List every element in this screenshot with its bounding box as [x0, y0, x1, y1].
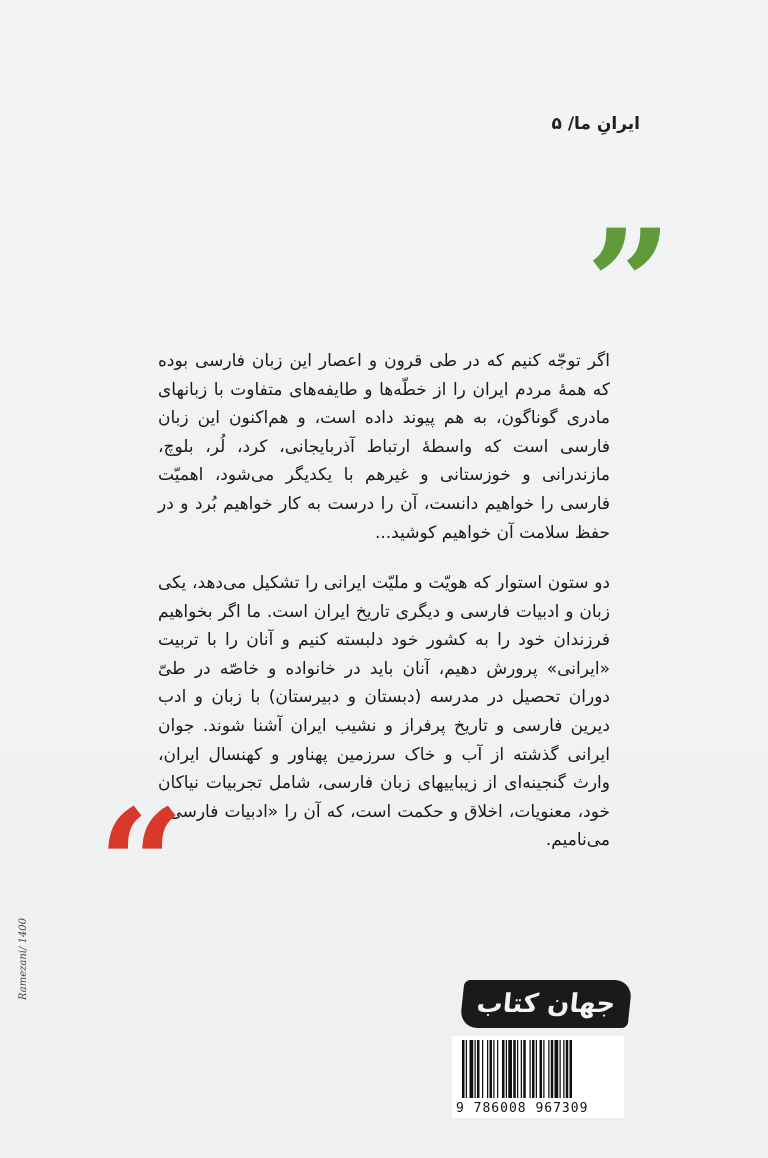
publisher-logo [459, 980, 632, 1028]
side-signature: Ramezani/ 1400 [18, 918, 29, 1000]
paragraph-2: دو ستون استوار که هویّت و ملیّت ایرانی را تشکیل می‌دهد، یکی زبان و ادبیات فارسی و دیگری تاریخ ایران است. ما اگر بخواهیم فرزندان خود را به کشور خود دلبسته کنیم و آنان را با تربیت «ایرانی» پرورش دهیم، آنان باید در خانواده و خاصّه در طیّ دوران تحصیل در مدرسه (دبستان و دبیرستان) با زبان و ادب دیرین فارسی و تاریخ پرفراز و نشیب ایران آشنا شوند. جوان ایرانی گذشته از آب و خاک سرزمین پهناور و کهنسال ایران، وارث گنجینه‌ای از زیباییهای زبان فارسی، شامل تجربیات نیاکان خود، معنویات، اخلاق و حکمت است، که آن را «ادبیات فارسی» می‌نامیم. [158, 573, 610, 851]
paragraph-1: اگر توجّه کنیم که در طی قرون و اعصار این زبان فارسی بوده که همهٔ مردم ایران را از خطّه‌ها و طایفه‌های متفاوت با زبانهای مادری گوناگون، به هم پیوند داده است، و هم‌اکنون این زبان فارسی است که واسطهٔ ارتباط آذربایجانی، کرد، لُر، بلوچ، مازندرانی و خوزستانی و غیرهم با یکدیگر می‌شود، اهمیّت فارسی را خواهیم دانست، آن را درست به کار خواهیم بُرد و در حفظ سلامت آن خواهیم کوشید... [158, 351, 610, 543]
barcode-number: 9 786008 967309 [456, 1101, 589, 1116]
series-title: ایرانِ ما/ ۵ [551, 114, 640, 134]
close-quote-icon: “ [98, 777, 185, 953]
isbn-barcode [452, 1036, 624, 1118]
barcode-bars [462, 1040, 616, 1098]
open-quote-icon: ” [585, 197, 672, 373]
publisher-logo-text: جهان کتاب [475, 989, 617, 1019]
